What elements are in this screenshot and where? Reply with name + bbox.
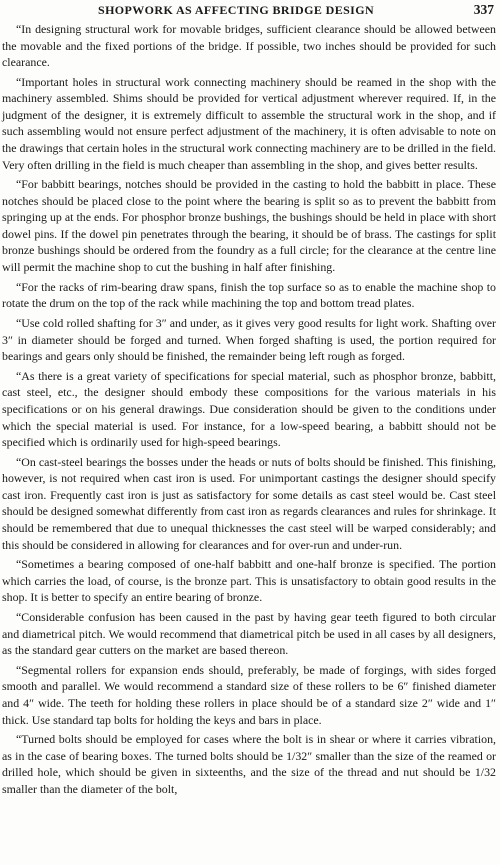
paragraph: “For babbitt bearings, notches should be provided in the casting to hold the babbitt in place. These notches should be placed close to the point where the bearing is split so as to prevent the babbitt from springing up at the ends. For phosphor bronze bushings, the bushings should be held in place with short dowel pins. If the dowel pin penetrates through the bearing, it should be of brass. The castings for split bronze bushings should be ordered from the foundry as a full circle; for the clearance at the centre line will permit the machine shop to cut the bushing in half after finishing.	[2, 177, 496, 275]
paragraph: “As there is a great variety of specifications for special material, such as phosphor bronze, babbitt, cast steel, etc., the designer should embody these compositions for the various materials in his specifications or on his general drawings. Due consideration should be given to the conditions under which the special material is used. For instance, for a low-speed bearing, a babbitt should not be specified which is ordinarily used for high-speed bearings.	[2, 368, 496, 450]
page-header	[0, 2, 500, 20]
paragraph: “Sometimes a bearing composed of one-half babbitt and one-half bronze is specified. The portion which carries the load, of course, is the bronze part. This is unsatisfactory to obtain good results in the shop. It is better to specify an entire bearing of bronze.	[2, 557, 496, 605]
paragraph: “Important holes in structural work connecting machinery should be reamed in the shop with the machinery assembled. Shims should be provided for vertical adjustment wherever required. If, in the judgment of the designer, it is extremely difficult to assemble the structural work in the shop, and if such assembling would not ensure perfect adjustment of the machinery, it is often advisable to note on the drawings that certain holes in the structural work connecting machinery are to be drilled in the field. Very often drilling in the field is much cheaper than assembling in the shop, and gives better results.	[2, 74, 496, 172]
paragraph: “Use cold rolled shafting for 3″ and under, as it gives very good results for light work. Shafting over 3″ in diameter should be forged and turned. When forged shafting is used, the portion required for bearings and gears only should be finished, the remainder being left rough as forged.	[2, 316, 496, 364]
paragraph: “Turned bolts should be employed for cases where the bolt is in shear or where it carries vibration, as in the case of bearing boxes. The turned bolts should be 1/32″ smaller than the size of the reamed or drilled hole, which should be given in sixteenths, and the size of the thread and nut should be 1/32 smaller than the diameter of the bolt,	[2, 732, 496, 796]
body-text	[2, 21, 496, 801]
paragraph: “Segmental rollers for expansion ends should, preferably, be made of forgings, with sides forged smooth and parallel. We would recommend a standard size of these rollers to be 6″ finished diameter and 4″ wide. The teeth for holding these rollers in place should be of a standard size 2″ wide and 1″ thick. Use standard tap bolts for holding the keys and bars in place.	[2, 662, 496, 727]
running-head: SHOPWORK AS AFFECTING BRIDGE DESIGN	[98, 3, 375, 17]
paragraph: “On cast-steel bearings the bosses under the heads or nuts of bolts should be finished. This finishing, however, is not required when cast iron is used. For unimportant castings the designer should specify cast iron. Frequently cast iron is just as satisfactory for some details as cast steel would be. Cast steel should be designed somewhat differently from cast iron as regards clearances and rules for shrinkage. It should be remembered that due to unequal thicknesses the cast steel will be warped considerably; and this should be considered in allowing for clearances and for over-run and under-run.	[2, 454, 496, 552]
page-number: 337	[473, 2, 494, 17]
paragraph: “For the racks of rim-bearing draw spans, finish the top surface so as to enable the machine shop to rotate the drum on the top of the rack while machining the top and bottom tread plates.	[2, 279, 496, 311]
paragraph: “Considerable confusion has been caused in the past by having gear teeth figured to both circular and diametrical pitch. We would recommend that diametrical pitch be used in all cases by all designers, as the standard gear cutters on the market are based thereon.	[2, 610, 496, 658]
paragraph: “In designing structural work for movable bridges, sufficient clearance should be allowed between the movable and the fixed portions of the bridge. If possible, two inches should be provided for such clearance.	[2, 22, 496, 70]
